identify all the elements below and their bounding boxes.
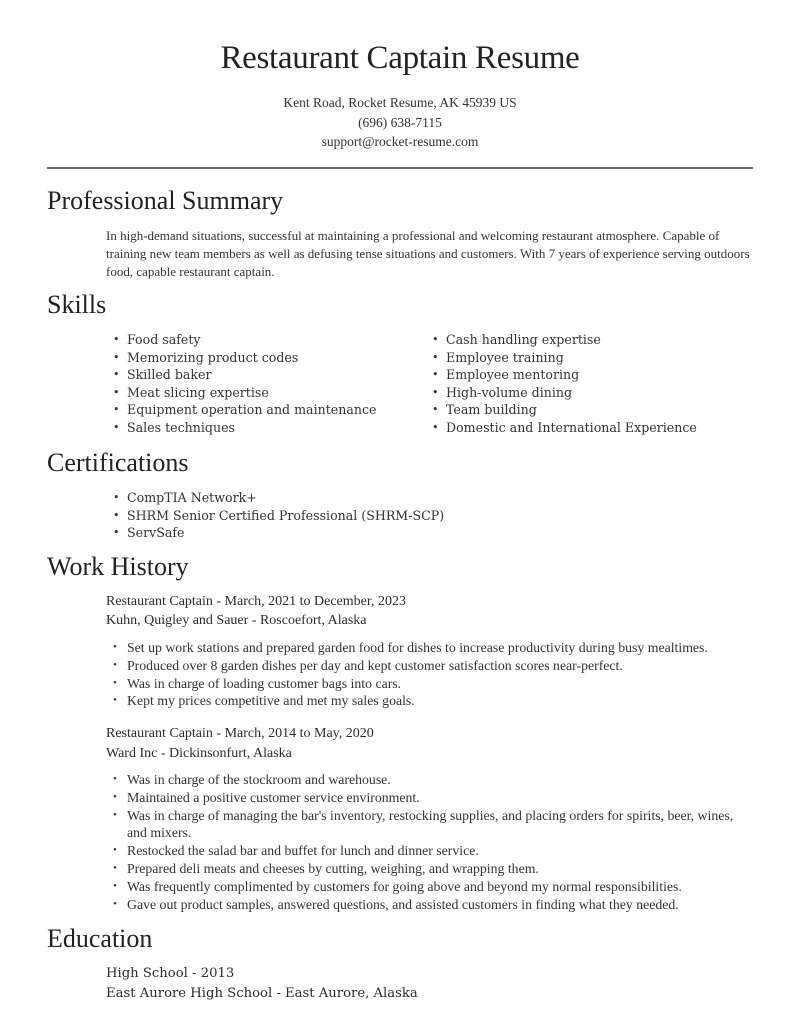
header-divider bbox=[47, 167, 753, 169]
job-bullet: • Prepared deli meats and cheeses by cutting, weighing, and wrapping them. bbox=[106, 860, 736, 878]
education-heading: Education bbox=[47, 924, 153, 953]
summary-heading: Professional Summary bbox=[47, 186, 284, 215]
skill-item: • Skilled baker bbox=[106, 366, 416, 384]
job-2-bullets bbox=[106, 771, 736, 913]
skill-item: • Memorizing product codes bbox=[106, 349, 416, 367]
job-bullet: • Gave out product samples, answered questions, and assisted customers in finding what they needed. bbox=[106, 896, 736, 914]
job-1-bullets bbox=[106, 639, 766, 710]
skill-item: • Employee training bbox=[425, 349, 755, 367]
certifications-list bbox=[106, 489, 706, 542]
job-bullet: • Was in charge of the stockroom and warehouse. bbox=[106, 771, 736, 789]
skill-item: • Sales techniques bbox=[106, 419, 416, 437]
skill-item: • High-volume dining bbox=[425, 384, 755, 402]
job-bullet: • Was in charge of loading customer bags into cars. bbox=[106, 675, 766, 693]
contact-address: Kent Road, Rocket Resume, AK 45939 US bbox=[283, 95, 517, 110]
resume-title: Restaurant Captain Resume bbox=[220, 40, 580, 76]
job-bullet: • Set up work stations and prepared garden food for dishes to increase productivity during busy mealtimes. bbox=[106, 639, 766, 657]
certifications-heading: Certifications bbox=[47, 448, 189, 477]
job-2-title: Restaurant Captain - March, 2014 to May, 2020 bbox=[106, 726, 374, 741]
skill-item: • Domestic and International Experience bbox=[425, 419, 755, 437]
skills-heading: Skills bbox=[47, 290, 107, 319]
job-bullet: • Was frequently complimented by customers for going above and beyond my normal responsibilities. bbox=[106, 878, 736, 896]
certification-item: • CompTIA Network+ bbox=[106, 489, 706, 507]
job-1-company: Kuhn, Quigley and Sauer - Roscoefort, Alaska bbox=[106, 613, 367, 628]
education-degree: High School - 2013 bbox=[106, 966, 235, 981]
education-school: East Aurore High School - East Aurore, Alaska bbox=[106, 986, 418, 1001]
contact-email: support@rocket-resume.com bbox=[321, 134, 479, 149]
certification-item: • SHRM Senior Certified Professional (SHRM-SCP) bbox=[106, 507, 706, 525]
work-history-heading: Work History bbox=[47, 552, 189, 581]
skill-item: • Food safety bbox=[106, 331, 416, 349]
skill-item: • Cash handling expertise bbox=[425, 331, 755, 349]
summary-text: In high-demand situations, successful at maintaining a professional and welcoming restaurant atmosphere. Capable of training new team members as well as defusing tense situations and customers. With 7 years of experience serving outdoors food, capable restaurant captain. bbox=[106, 228, 750, 279]
contact-phone: (696) 638-7115 bbox=[358, 114, 442, 130]
job-bullet: • Produced over 8 garden dishes per day and kept customer satisfaction scores near-perfect. bbox=[106, 657, 766, 675]
job-1-title: Restaurant Captain - March, 2021 to December, 2023 bbox=[106, 594, 406, 609]
job-2-company: Ward Inc - Dickinsonfurt, Alaska bbox=[106, 746, 292, 761]
skill-item: • Employee mentoring bbox=[425, 366, 755, 384]
skill-item: • Team building bbox=[425, 401, 755, 419]
job-bullet: • Maintained a positive customer service environment. bbox=[106, 789, 736, 807]
skills-list-left bbox=[106, 331, 416, 437]
skill-item: • Equipment operation and maintenance bbox=[106, 401, 416, 419]
job-bullet: • Was in charge of managing the bar's inventory, restocking supplies, and placing orders for spirits, beer, wines, and mixers. bbox=[106, 807, 736, 843]
job-bullet: • Kept my prices competitive and met my sales goals. bbox=[106, 692, 766, 710]
skill-item: • Meat slicing expertise bbox=[106, 384, 416, 402]
job-bullet: • Restocked the salad bar and buffet for lunch and dinner service. bbox=[106, 842, 736, 860]
certification-item: • ServSafe bbox=[106, 524, 706, 542]
contact-block bbox=[0, 93, 800, 152]
skills-list-right bbox=[425, 331, 755, 437]
